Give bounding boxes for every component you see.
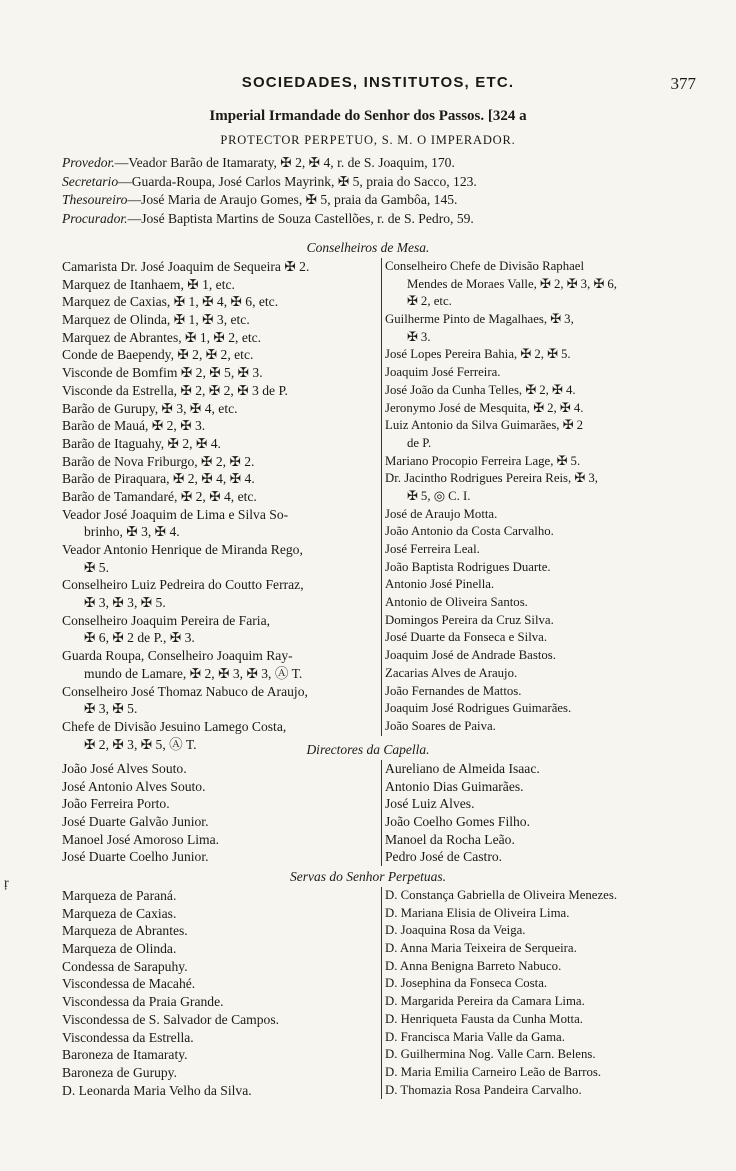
list-item: José Antonio Alves Souto. bbox=[62, 778, 206, 794]
officer-role: Procurador. bbox=[62, 210, 128, 226]
list-item: Dr. Jacintho Rodrigues Pereira Reis, ✠ 3, bbox=[385, 471, 598, 486]
list-item: D. Mariana Elisia de Oliveira Lima. bbox=[385, 905, 570, 920]
list-item: Condessa de Sarapuhy. bbox=[62, 958, 188, 974]
servas-right-column bbox=[381, 887, 705, 1099]
officer-role: Secretario bbox=[62, 173, 119, 189]
list-item: D. Josephina da Fonseca Costa. bbox=[385, 976, 548, 991]
list-item: ✠ 3, ✠ 5. bbox=[84, 701, 138, 717]
officer-role: Provedor. bbox=[62, 155, 115, 170]
officer-line bbox=[62, 191, 702, 210]
officer-line bbox=[62, 154, 702, 173]
list-item: Manoel da Rocha Leão. bbox=[385, 831, 515, 847]
list-item: Marqueza de Paraná. bbox=[62, 888, 177, 903]
officer-text: —José Baptista Martins de Souza Castellões, r. de S. Pedro, 59. bbox=[127, 210, 474, 226]
list-item: João Baptista Rodrigues Duarte. bbox=[385, 559, 551, 574]
list-item: ✠ 3, ✠ 3, ✠ 5. bbox=[84, 595, 166, 611]
list-item: ✠ 2, etc. bbox=[407, 294, 452, 309]
list-item: D. Constança Gabriella de Oliveira Menezes. bbox=[385, 888, 618, 902]
page-number: 377 bbox=[670, 74, 696, 93]
conselheiros-right-column bbox=[381, 258, 701, 736]
list-item: José Ferreira Leal. bbox=[385, 542, 480, 556]
list-item: Barão de Nova Friburgo, ✠ 2, ✠ 2. bbox=[62, 453, 255, 469]
list-item: D. Joaquina Rosa da Veiga. bbox=[385, 923, 526, 938]
list-item: José Lopes Pereira Bahia, ✠ 2, ✠ 5. bbox=[385, 347, 571, 362]
list-item: D. Maria Emilia Carneiro Leão de Barros. bbox=[385, 1064, 602, 1079]
list-item: Joaquim José Ferreira. bbox=[385, 365, 501, 380]
list-item: de P. bbox=[407, 435, 432, 450]
list-item: José Luiz Alves. bbox=[385, 796, 475, 812]
list-item: Conselheiro Joaquim Pereira de Faria, bbox=[62, 612, 271, 628]
list-item: José Duarte Coelho Junior. bbox=[62, 849, 209, 865]
list-item: D. Leonarda Maria Velho da Silva. bbox=[62, 1082, 252, 1098]
list-item: ✠ 2, ✠ 3, ✠ 5, Ⓐ T. bbox=[84, 736, 197, 752]
list-item: Antonio Dias Guimarães. bbox=[385, 778, 524, 794]
list-item: Zacarias Alves de Araujo. bbox=[385, 665, 518, 680]
list-item: Domingos Pereira da Cruz Silva. bbox=[385, 612, 554, 627]
list-item: Barão de Mauá, ✠ 2, ✠ 3. bbox=[62, 418, 206, 434]
list-item: Antonio José Pinella. bbox=[385, 577, 495, 592]
list-item: ✠ 6, ✠ 2 de P., ✠ 3. bbox=[84, 630, 195, 646]
officer-text: —José Maria de Araujo Gomes, ✠ 5, praia da Gambôa, 145. bbox=[127, 192, 458, 207]
list-item: Guilherme Pinto de Magalhaes, ✠ 3, bbox=[385, 312, 574, 327]
list-item: brinho, ✠ 3, ✠ 4. bbox=[84, 524, 180, 540]
list-item: Antonio de Oliveira Santos. bbox=[385, 595, 528, 610]
list-item: Pedro José de Castro. bbox=[385, 849, 503, 865]
list-item: Viscondessa de S. Salvador de Campos. bbox=[62, 1011, 280, 1027]
list-item: João Soares de Paiva. bbox=[385, 718, 496, 733]
list-item: Mariano Procopio Ferreira Lage, ✠ 5. bbox=[385, 453, 581, 468]
list-item: Mendes de Moraes Valle, ✠ 2, ✠ 3, ✠ 6, bbox=[407, 276, 617, 291]
conselheiros-left-column bbox=[62, 258, 380, 753]
list-item: Veador Antonio Henrique de Miranda Rego, bbox=[62, 542, 303, 557]
officer-line bbox=[62, 210, 702, 229]
list-item: Viscondessa da Estrella. bbox=[62, 1029, 194, 1045]
list-item: D. Anna Maria Teixeira de Serqueira. bbox=[385, 941, 577, 956]
list-item: Barão de Tamandaré, ✠ 2, ✠ 4, etc. bbox=[62, 488, 257, 504]
list-item: Luiz Antonio da Silva Guimarães, ✠ 2 bbox=[385, 418, 584, 433]
list-item: Guarda Roupa, Conselheiro Joaquim Ray- bbox=[62, 648, 293, 664]
list-item: João José Alves Souto. bbox=[62, 761, 187, 776]
conselheiros-heading: Conselheiros de Mesa. bbox=[306, 240, 430, 255]
section-title: Imperial Irmandade do Senhor dos Passos. [324 a bbox=[209, 108, 527, 124]
page-header bbox=[150, 74, 696, 96]
list-item: Viscondessa da Praia Grande. bbox=[62, 994, 224, 1010]
officer-line bbox=[62, 173, 702, 192]
list-item: João Ferreira Porto. bbox=[62, 796, 170, 812]
list-item: Conselheiro Chefe de Divisão Raphael bbox=[385, 259, 585, 273]
list-item: Viscondessa de Macahé. bbox=[62, 976, 196, 992]
list-item: José João da Cunha Telles, ✠ 2, ✠ 4. bbox=[385, 382, 576, 397]
list-item: Marquez de Itanhaem, ✠ 1, etc. bbox=[62, 276, 235, 292]
margin-mark: ŗ bbox=[4, 876, 9, 891]
list-item: ✠ 5, ◎ C. I. bbox=[407, 488, 471, 503]
list-item: Baroneza de Itamaraty. bbox=[62, 1047, 188, 1063]
list-item: ✠ 5. bbox=[84, 559, 109, 575]
list-item: Manoel José Amoroso Lima. bbox=[62, 831, 220, 847]
list-item: Baroneza de Gurupy. bbox=[62, 1064, 177, 1080]
list-item: Marqueza de Olinda. bbox=[62, 941, 177, 957]
list-item: D. Francisca Maria Valle da Gama. bbox=[385, 1029, 565, 1044]
list-item: ✠ 3. bbox=[407, 329, 431, 344]
list-item: Joaquim José Rodrigues Guimarães. bbox=[385, 701, 572, 716]
list-item: João Antonio da Costa Carvalho. bbox=[385, 524, 554, 539]
officer-role: Thesoureiro bbox=[62, 192, 128, 207]
list-item: Marquez de Olinda, ✠ 1, ✠ 3, etc. bbox=[62, 312, 250, 328]
list-item: Camarista Dr. José Joaquim de Sequeira ✠ 2. bbox=[62, 259, 310, 274]
list-item: D. Guilhermina Nog. Valle Carn. Belens. bbox=[385, 1047, 596, 1062]
list-item: João Fernandes de Mattos. bbox=[385, 683, 522, 698]
officer-text: —Veador Barão de Itamaraty, ✠ 2, ✠ 4, r. de S. Joaquim, 170. bbox=[114, 155, 455, 170]
list-item: José Duarte da Fonseca e Silva. bbox=[385, 630, 548, 645]
list-item: Marqueza de Caxias. bbox=[62, 905, 177, 921]
officer-text: —Guarda-Roupa, José Carlos Mayrink, ✠ 5, praia do Sacco, 123. bbox=[118, 173, 477, 189]
list-item: Aureliano de Almeida Isaac. bbox=[385, 761, 540, 776]
list-item: Jeronymo José de Mesquita, ✠ 2, ✠ 4. bbox=[385, 400, 584, 415]
list-item: Marquez de Abrantes, ✠ 1, ✠ 2, etc. bbox=[62, 329, 262, 345]
list-item: Joaquim José de Andrade Bastos. bbox=[385, 648, 556, 663]
directores-left-column bbox=[62, 760, 380, 866]
directores-right-column bbox=[381, 760, 701, 866]
list-item: Marqueza de Abrantes. bbox=[62, 923, 188, 939]
list-item: Barão de Piraquara, ✠ 2, ✠ 4, ✠ 4. bbox=[62, 471, 255, 487]
list-item: mundo de Lamare, ✠ 2, ✠ 3, ✠ 3, Ⓐ T. bbox=[84, 665, 303, 681]
list-item: Visconde de Bomfim ✠ 2, ✠ 5, ✠ 3. bbox=[62, 365, 263, 381]
list-item: Conde de Baependy, ✠ 2, ✠ 2, etc. bbox=[62, 347, 254, 363]
officers-list bbox=[62, 154, 702, 228]
list-item: Chefe de Divisão Jesuino Lamego Costa, bbox=[62, 718, 287, 734]
running-title: SOCIEDADES, INSTITUTOS, ETC. bbox=[241, 74, 515, 91]
list-item: José de Araujo Motta. bbox=[385, 506, 498, 521]
list-item: D. Thomazia Rosa Pandeira Carvalho. bbox=[385, 1082, 582, 1097]
list-item: D. Henriqueta Fausta da Cunha Motta. bbox=[385, 1011, 583, 1026]
servas-left-column bbox=[62, 887, 380, 1099]
list-item: Marquez de Caxias, ✠ 1, ✠ 4, ✠ 6, etc. bbox=[62, 294, 279, 310]
list-item: José Duarte Galvão Junior. bbox=[62, 814, 209, 830]
directores-heading: Directores da Capella. bbox=[306, 742, 430, 757]
list-item: Veador José Joaquim de Lima e Silva So- bbox=[62, 506, 289, 522]
list-item: D. Margarida Pereira da Camara Lima. bbox=[385, 994, 585, 1009]
protector-line: PROTECTOR PERPETUO, S. M. O IMPERADOR. bbox=[220, 133, 516, 147]
list-item: Conselheiro José Thomaz Nabuco de Araujo, bbox=[62, 683, 308, 699]
list-item: Barão de Gurupy, ✠ 3, ✠ 4, etc. bbox=[62, 400, 238, 416]
list-item: João Coelho Gomes Filho. bbox=[385, 814, 530, 830]
list-item: Barão de Itaguahy, ✠ 2, ✠ 4. bbox=[62, 435, 221, 451]
list-item: Visconde da Estrella, ✠ 2, ✠ 2, ✠ 3 de P. bbox=[62, 382, 288, 398]
list-item: Conselheiro Luiz Pedreira do Coutto Ferraz, bbox=[62, 577, 304, 593]
list-item: D. Anna Benigna Barreto Nabuco. bbox=[385, 958, 562, 973]
servas-heading: Servas do Senhor Perpetuas. bbox=[290, 869, 446, 884]
